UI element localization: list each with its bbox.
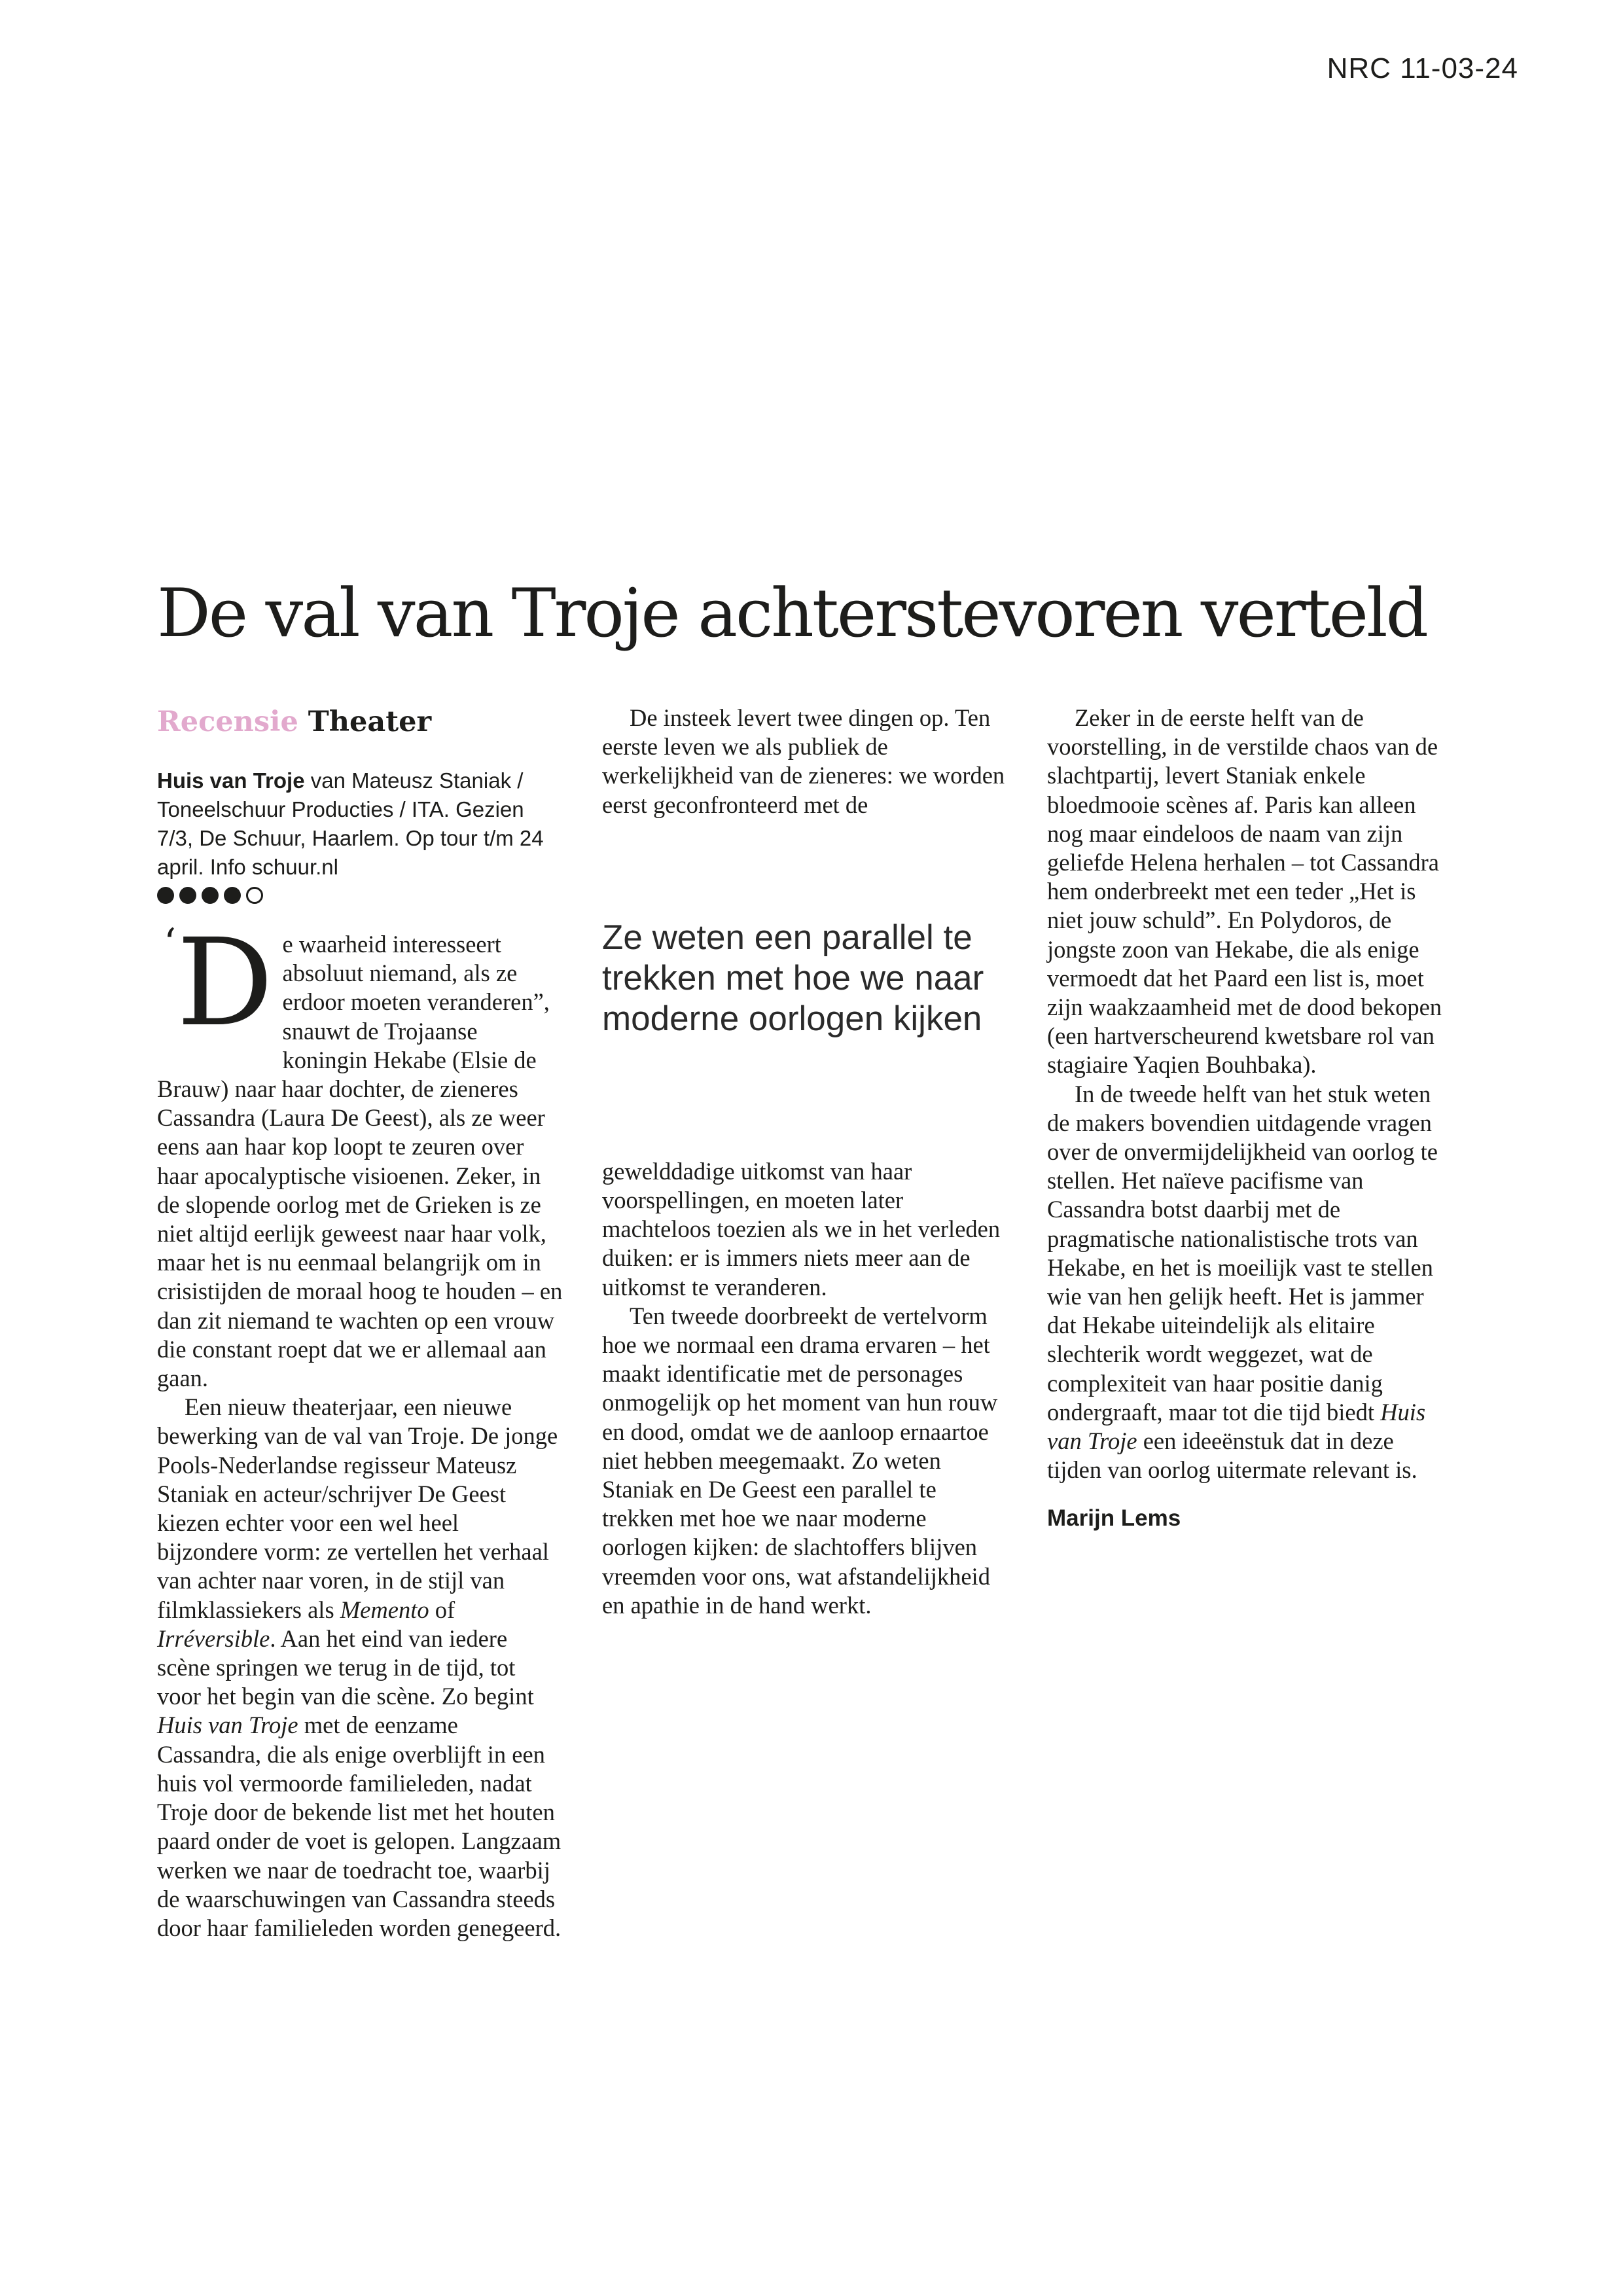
kicker [157,704,563,740]
article-column-1 [157,704,563,1943]
paragraph-3-continued: gewelddadige uitkomst van haar voorspellingen, en moeten later machteloos toezien als we in het verleden duiken: er is immers niets meer aan de uitkomst te veranderen. [602,1157,1001,1300]
opening-quote-mark: ‘ [164,920,177,966]
film-title-memento: Memento [340,1596,429,1623]
paragraph-1: e waarheid interesseert absoluut niemand, als ze erdoor moeten veranderen”, snauwt de Trojaanse koningin Hekabe (Elsie de Brauw) naar haar dochter, de zieneres Cassandra (Laura De Geest), als ze weer eens aan haar kop loopt te zeuren over haar apocalyptische visioenen. Zeker, in de slopende oorlog met de Grieken is ze niet altijd eerlijk geweest naar haar volk, maar het is nu eenmaal belangrijk om in crisistijden de moraal hoog te houden – en dan zit niemand te wachten op een vrouw die constant roept dat we er allemaal aan gaan. [157,931,563,1392]
rating-dot-filled [202,887,219,904]
production-details: van Mateusz Staniak / Toneelschuur Producties / ITA. Gezien 7/3, De Schuur, Haarlem. Op tour t/m 24 april. Info schuur.nl [157,768,544,879]
play-title-2: Huis van Troje [1047,1398,1426,1455]
kicker-category: Theater [308,706,432,738]
headline: De val van Troje achterstevoren verteld [157,575,1427,653]
rating-dot-filled [224,887,241,904]
source-tag: NRC 11-03-24 [1327,52,1518,84]
rating-dot-empty [246,887,263,904]
film-title-irreversible: Irréversible [157,1624,270,1652]
production-title: Huis van Troje [157,768,305,793]
rating-dot-filled [179,887,196,904]
production-credits [157,766,563,882]
article-column-3 [1047,704,1453,1534]
article-column-2 [602,704,1008,1620]
byline: Marijn Lems [1047,1505,1181,1532]
paragraph-2: Een nieuw theaterjaar, een nieuwe bewerking van de val van Troje. De jonge Pools-Nederlandse regisseur Mateusz Staniak en acteur/schrijver De Geest kiezen echter voor een wel heel bijzondere vorm: ze vertellen het verhaal van achter naar voren, in de stijl van filmklassiekers als Memento of Irréversible. Aan het eind van iedere scène springen we terug in de tijd, tot voor het begin van die scène. Zo begint Huis van Troje met de eenzame Cassandra, die als enige overblijft in een huis vol vermoorde familieleden, nadat Troje door de bekende list met het houten paard onder de voet is gelopen. Langzaam werken we naar de toedracht toe, waarbij de waarschuwingen van Cassandra steeds door haar familieleden worden genegeerd. [157,1393,562,1941]
drop-cap: D [177,913,274,1053]
pull-quote: Ze weten een parallel te trekken met hoe we naar moderne oorlogen kijken [602,918,984,1038]
paragraph-3: De insteek levert twee dingen op. Ten eerste leven we als publiek de werkelijkheid van de zieneres: we worden eerst geconfronteerd met de [602,704,1005,818]
paragraph-5: Zeker in de eerste helft van de voorstelling, in de verstilde chaos van de slachtpartij, levert Staniak enkele bloedmooie scènes af. Paris kan alleen nog maar eindeloos de naam van zijn geliefde Helena herhalen – tot Cassandra hem onderbreekt met een teder „Het is niet jouw schuld”. En Polydoros, de jongste zoon van Hekabe, die als enige vermoedt dat het Paard een list is, moet zijn waakzaamheid met de dood bekopen (een hartverscheurend kwetsbare rol van stagiaire Yaqien Bouhbaka). [1047,704,1442,1079]
paragraph-4: Ten tweede doorbreekt de vertelvorm hoe we normaal een drama ervaren – het maakt identificatie met de personages onmogelijk op het moment van hun rouw en dood, omdat we de aanloop ernaartoe niet hebben meegemaakt. Zo weten Staniak en De Geest een parallel te trekken met hoe we naar moderne oorlogen kijken: de slachtoffers blijven vreemden voor ons, wat afstandelijkheid en apathie in de hand werkt. [602,1302,998,1619]
rating-dot-filled [157,887,174,904]
play-title: Huis van Troje [157,1712,298,1739]
opening-paragraph-wrap [157,913,563,1393]
paragraph-6: In de tweede helft van het stuk weten de makers bovendien uitdagende vragen over de onvermijdelijkheid van oorlog te stellen. Het naïeve pacifisme van Cassandra botst daarbij met de pragmatische nationalistische trots van Hekabe, en het is moeilijk vast te stellen wie van hen gelijk heeft. Het is jammer dat Hekabe uiteindelijk als elitaire slechterik wordt weggezet, wat de complexiteit van haar positie danig ondergraaft, maar tot die tijd biedt Huis van Troje een ideeënstuk dat in deze tijden van oorlog uitermate relevant is. [1047,1080,1438,1484]
kicker-label: Recensie [157,706,298,738]
star-rating [157,887,563,904]
